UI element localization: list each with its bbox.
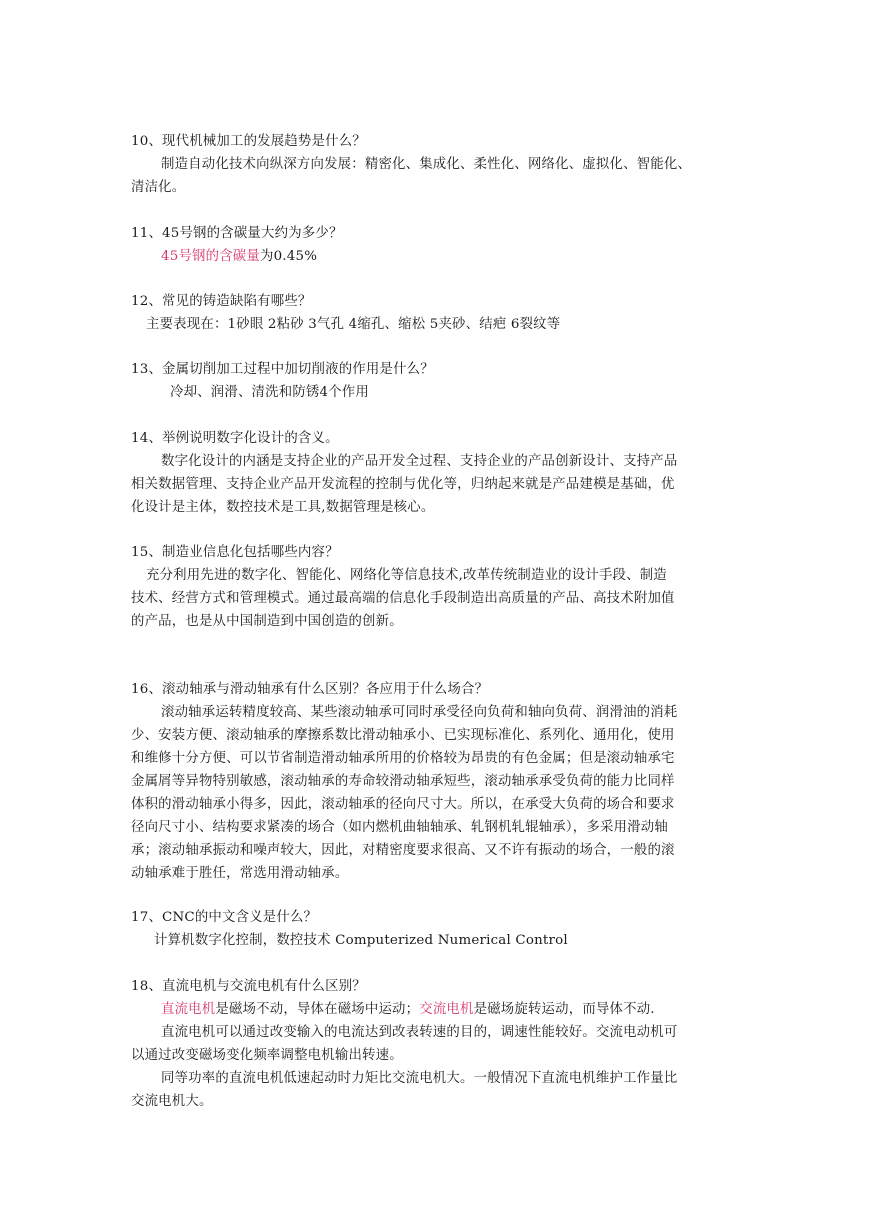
answer-15-line-2: 技术、经营方式和管理模式。通过最高端的信息化手段制造出高质量的产品、高技术附加值 — [131, 591, 675, 606]
answer-14-line-2: 相关数据管理、支持企业产品开发流程的控制与优化等，归纳起来就是产品建模是基础，优 — [131, 477, 675, 492]
answer-18-line-4: 同等功率的直流电机低速起动时力矩比交流电机大。一般情况下直流电机维护工作量比 — [161, 1071, 678, 1086]
question-14: 14、举例说明数字化设计的含义。 — [131, 431, 339, 446]
answer-10-line-2: 清洁化。 — [131, 180, 186, 195]
answer-11-rest: 为0.45% — [259, 249, 318, 264]
answer-12: 主要表现在：1砂眼 2粘砂 3气孔 4缩孔、缩松 5夹砂、结疤 6裂纹等 — [146, 317, 561, 332]
answer-11 — [161, 245, 317, 264]
answer-16-line-5: 体积的滑动轴承小得多，因此，滚动轴承的径向尺寸大。所以，在承受大负荷的场合和要求 — [131, 797, 675, 812]
answer-16-line-8: 动轴承难于胜任，常选用滑动轴承。 — [131, 866, 349, 881]
question-16: 16、滚动轴承与滑动轴承有什么区别？各应用于什么场合？ — [131, 682, 489, 697]
answer-14-line-1: 数字化设计的内涵是支持企业的产品开发全过程、支持企业的产品创新设计、支持产品 — [161, 454, 678, 469]
answer-16-line-1: 滚动轴承运转精度较高、某些滚动轴承可同时承受径向负荷和轴向负荷、润滑油的消耗 — [161, 705, 678, 720]
answer-16-line-2: 少、安装方便、滚动轴承的摩擦系数比滑动轴承小、已实现标准化、系列化、通用化，使用 — [131, 728, 675, 743]
answer-17: 计算机数字化控制，数控技术 Computerized Numerical Control — [154, 933, 568, 948]
question-12: 12、常见的铸造缺陷有哪些？ — [131, 294, 312, 309]
question-18: 18、直流电机与交流电机有什么区别？ — [131, 979, 366, 994]
answer-14-line-3: 化设计是主体，数控技术是工具,数据管理是核心。 — [131, 500, 435, 515]
answer-18-line-2: 直流电机可以通过改变输入的电流达到改表转速的目的，调速性能较好。交流电动机可 — [161, 1025, 678, 1040]
answer-18-text-2: 是磁场旋转运动，而导体不动. — [473, 1002, 655, 1017]
answer-16-line-7: 承；滚动轴承振动和噪声较大，因此，对精密度要求很高、又不许有振动的场合，一般的滚 — [131, 843, 675, 858]
answer-10-line-1: 制造自动化技术向纵深方向发展：精密化、集成化、柔性化、网络化、虚拟化、智能化、 — [161, 157, 692, 172]
answer-16-line-3: 和维修十分方便、可以节省制造滑动轴承所用的价格较为昂贵的有色金属；但是滚动轴承宅 — [131, 751, 675, 766]
answer-18-text-1: 是磁场不动，导体在磁场中运动； — [215, 1002, 420, 1017]
question-17: 17、CNC的中文含义是什么？ — [131, 910, 318, 925]
question-10: 10、现代机械加工的发展趋势是什么？ — [131, 134, 366, 149]
answer-18-highlight-dc: 直流电机 — [161, 1002, 216, 1017]
question-15: 15、制造业信息化包括哪些内容？ — [131, 545, 339, 560]
answer-18-line-1 — [161, 998, 655, 1017]
answer-18-highlight-ac: 交流电机 — [419, 1002, 474, 1017]
answer-15-line-1: 充分利用先进的数字化、智能化、网络化等信息技术,改革传统制造业的设计手段、制造 — [146, 568, 667, 583]
answer-16-line-4: 金属屑等异物特别敏感，滚动轴承的寿命较滑动轴承短些，滚动轴承承受负荷的能力比同样 — [131, 774, 675, 789]
answer-11-highlight: 45号钢的含碳量 — [161, 249, 260, 264]
answer-18-line-3: 以通过改变磁场变化频率调整电机输出转速。 — [131, 1048, 403, 1063]
question-11: 11、45号钢的含碳量大约为多少？ — [131, 226, 343, 241]
answer-18-line-5: 交流电机大。 — [131, 1094, 213, 1109]
answer-15-line-3: 的产品，也是从中国制造到中国创造的创新。 — [131, 614, 403, 629]
answer-13: 冷却、润滑、清洗和防锈4个作用 — [170, 385, 369, 400]
answer-16-line-6: 径向尺寸小、结构要求紧凑的场合（如内燃机曲轴轴承、轧钢机轧辊轴承），多采用滑动轴 — [131, 820, 668, 835]
question-13: 13、金属切削加工过程中加切削液的作用是什么？ — [131, 362, 434, 377]
